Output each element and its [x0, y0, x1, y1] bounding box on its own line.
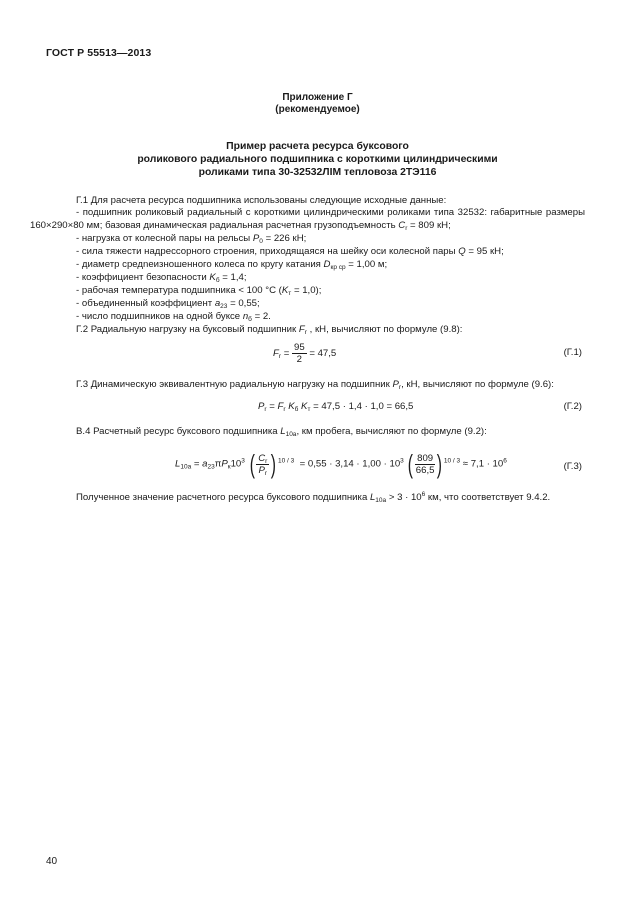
formula-g2: $P_r = F_r$ $K_б$ $K_т = 47,5 \cdot 1,4 \cdot 1,0 = 66,5$: [258, 401, 414, 413]
g1-temp: - рабочая температура подшипника < 100 °С $(K_т = 1,0)$;: [76, 285, 322, 297]
g1-gravity: - сила тяжести надрессорного строения, приходящаяся на шейку оси колесной пары Q = 95 кН;: [76, 246, 504, 257]
g3-text: Г.3 Динамическую эквивалентную радиальную нагрузку на подшипник $P_r$, кН, вычисляют по формуле (9.6):: [76, 379, 554, 391]
equation-number-g3: (Г.3): [563, 461, 582, 472]
g1-count: - число подшипников на одной буксе $n_б = 2$.: [76, 311, 271, 323]
appendix-title: Приложение Г: [282, 92, 353, 103]
formula-g3: $L_{10a} = a_{23}\pi P_к10^3$ ( $\frac{C_r}{P_r}$ ) $^{10 / 3} = 0,55 \cdot 3,14 \cdot 1,00 \cdot 10^3$ ( $\frac{809}{66,5}$ ) $^{10 / 3} \approx 7,1 \cdot 10^6$: [175, 449, 507, 479]
g2-text: Г.2 Радиальную нагрузку на буксовый подшипник $F_r$ , кН, вычисляют по формуле (9.8):: [76, 324, 463, 336]
equation-number-g2: (Г.2): [563, 401, 582, 412]
page-number: 40: [46, 856, 58, 867]
document-code: ГОСТ Р 55513—2013: [46, 47, 152, 59]
g1-combined: - объединенный коэффициент $a_{23} = 0,55$;: [76, 298, 260, 310]
appendix-subtitle: (рекомендуемое): [275, 104, 360, 115]
heading-line-3: роликами типа 30-32532ЛIМ тепловоза 2ТЭ116: [198, 167, 437, 178]
g1-bearing: - подшипник роликовый радиальный с короткими цилиндрическими роликами типа 32532: габаритные размеры 160×290×80 мм; базовая динамическая радиальная расчетная грузоподъемность $C_r = 809$ кН;: [30, 207, 585, 232]
formula-g1: $F_r$ = $\frac{95}{2}$ = 47,5: [273, 342, 337, 365]
g1-load: - нагрузка от колесной пары на рельсы $P_0 = 226$ кН;: [76, 233, 307, 245]
g1-intro: Г.1 Для расчета ресурса подшипника использованы следующие исходные данные:: [76, 195, 447, 206]
heading-line-1: Пример расчета ресурса буксового: [226, 141, 409, 152]
g4-text: В.4 Расчетный ресурс буксового подшипника $L_{10a}$, км пробега, вычисляют по формуле (9.2):: [76, 426, 487, 438]
equation-number-g1: (Г.1): [563, 347, 582, 358]
conclusion-text: Полученное значение расчетного ресурса буксового подшипника $L_{10a} > 3 \cdot 10^6$ км, что соответствует 9.4.2.: [76, 491, 551, 504]
g1-wheel: - диаметр средneизношенного колеса по кругу катания $D_{кр ср} = 1,00$ м;: [76, 259, 388, 271]
heading-line-2: роликового радиального подшипника с короткими цилиндрическими: [137, 154, 498, 165]
g1-safety: - коэффициент безопасности $K_б = 1,4$;: [76, 272, 247, 284]
